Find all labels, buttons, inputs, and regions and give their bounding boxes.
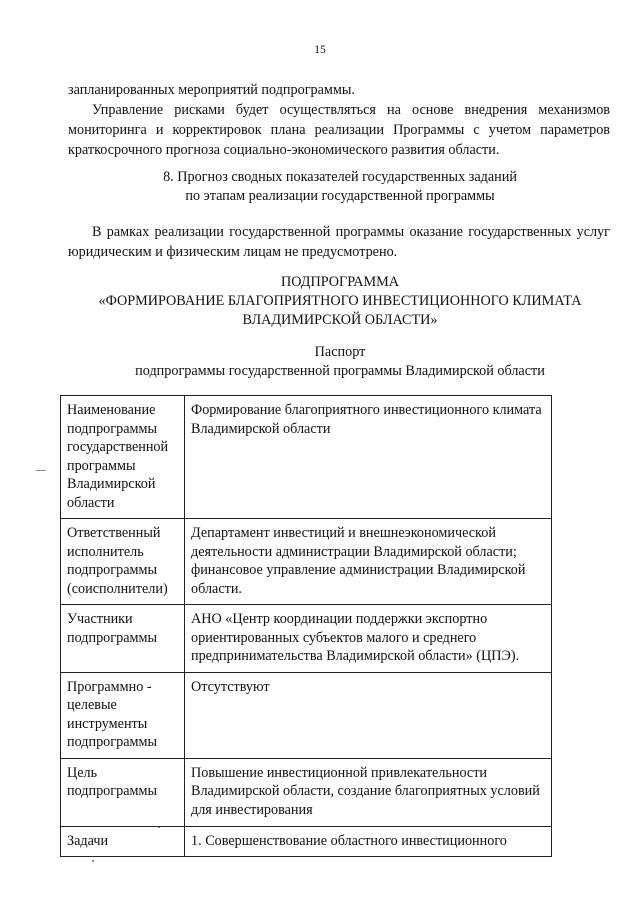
passport-table bbox=[60, 395, 552, 857]
table-row bbox=[61, 396, 552, 519]
row-label: Цель подпрограммы bbox=[61, 758, 185, 826]
row-label: Участники подпрограммы bbox=[61, 605, 185, 673]
row-value: Департамент инвестиций и внешнеэкономической деятельности администрации Владимирской области; финансовое управление администрации Владимирской области. bbox=[185, 519, 552, 605]
row-value: АНО «Центр координации поддержки экспортно ориентированных субъектов малого и среднего предпринимательства Владимирской области» (ЦПЭ). bbox=[185, 605, 552, 673]
table-row bbox=[61, 519, 552, 605]
table-row bbox=[61, 826, 552, 857]
paragraph-state-services: В рамках реализации государственной программы оказание государственных услуг юридическим и физическим лицам не предусмотрено. bbox=[68, 224, 610, 260]
row-value: Повышение инвестиционной привлекательности Владимирской области, создание благоприятных условий для инвестирования bbox=[185, 758, 552, 826]
section-8-title-line-1: 8. Прогноз сводных показателей государственных заданий bbox=[163, 169, 517, 185]
row-label: Ответственный исполнитель подпрограммы (соисполнители) bbox=[61, 519, 185, 605]
margin-mark bbox=[36, 470, 46, 471]
row-value: Формирование благоприятного инвестиционного климата Владимирской области bbox=[185, 396, 552, 519]
table-row bbox=[61, 672, 552, 758]
table-row bbox=[61, 605, 552, 673]
passport-title: Паспорт bbox=[314, 344, 366, 360]
section-8-title-line-2: по этапам реализации государственной программы bbox=[185, 188, 495, 204]
row-label: Задачи bbox=[61, 826, 185, 857]
row-value: 1. Совершенствование областного инвестиционного bbox=[185, 826, 552, 857]
page-number: 15 bbox=[314, 44, 326, 56]
subprogram-heading-line-3: ВЛАДИМИРСКОЙ ОБЛАСТИ» bbox=[242, 312, 438, 328]
paragraph-continuation: запланированных мероприятий подпрограммы. bbox=[68, 82, 355, 98]
row-value: Отсутствуют bbox=[185, 672, 552, 758]
table-row bbox=[61, 758, 552, 826]
scan-speck bbox=[92, 860, 94, 862]
row-label: Программно - целевые инструменты подпрограммы bbox=[61, 672, 185, 758]
subprogram-heading-line-1: ПОДПРОГРАММА bbox=[280, 274, 399, 290]
paragraph-risk-management: Управление рисками будет осуществляться на основе внедрения механизмов мониторинга и корректировок плана реализации Программы с учетом параметров краткосрочного прогноза социально-экономического развития области. bbox=[68, 102, 610, 158]
subprogram-heading-line-2: «ФОРМИРОВАНИЕ БЛАГОПРИЯТНОГО ИНВЕСТИЦИОННОГО КЛИМАТА bbox=[98, 293, 582, 309]
passport-subtitle: подпрограммы государственной программы Владимирской области bbox=[135, 363, 545, 379]
row-label: Наименование подпрограммы государственной программы Владимирской области bbox=[61, 396, 185, 519]
